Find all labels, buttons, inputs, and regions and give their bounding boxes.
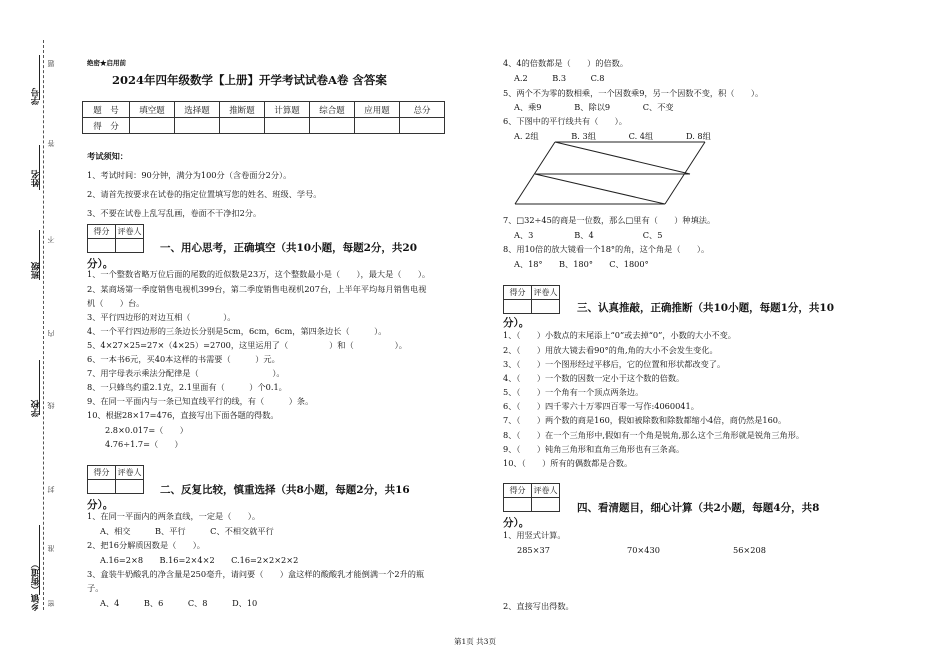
s3-line: 7、（ ）两个数的商是160，假如被除数和除数都缩小4倍，商仍然是160。 — [503, 415, 787, 425]
section3-title: 三、认真推敲，正确推断（共10小题，每题1分，共10 — [577, 302, 835, 314]
score-header-cell: 应用题 — [355, 102, 400, 118]
notice-item: 3、不要在试卷上乱写乱画，卷面不干净扣2分。 — [87, 208, 262, 218]
grader-label: 得分 — [504, 286, 532, 300]
grader-cell — [116, 239, 144, 253]
grader-cell — [88, 239, 116, 253]
confidential-mark: 绝密★启用前 — [87, 59, 126, 67]
label-class: 班级 — [31, 262, 41, 279]
score-header-cell: 题 号 — [83, 102, 130, 118]
cut-mark: 内 — [47, 330, 55, 337]
section1-title: 一、用心思考，正确填空（共10小题，每题2分，共20 — [160, 242, 418, 254]
s1-line: 3、平行四边形的对边互相（ ）。 — [87, 312, 236, 322]
figure-line — [515, 142, 555, 204]
s2-line: 1、在同一平面内的两条直线，一定是（ ）。 — [87, 511, 261, 521]
s4-question: 1、用竖式计算。 — [503, 530, 566, 540]
section2-title: 二、反复比较，慎重选择（共8小题，每题2分，共16 — [160, 484, 410, 496]
score-header-cell: 推断题 — [220, 102, 265, 118]
figure-line — [555, 142, 690, 174]
page-title: 2024年四年级数学【上册】开学考试试卷A卷 含答案 — [112, 73, 387, 87]
notice-item: 1、考试时间：90分钟，满分为100分（含卷面分2分）。 — [87, 170, 292, 180]
s2-line: A.16=2×8 B.16=2×4×2 C.16=2×2×2×2 — [100, 555, 299, 565]
s2-line: 5、两个不为零的数相乘，一个因数乘9，另一个因数不变，积（ ）。 — [503, 88, 764, 98]
s2-line: A、4 B、6 C、8 D、10 — [100, 598, 258, 608]
figure-line — [535, 174, 665, 204]
grader-box — [87, 465, 144, 494]
section3-title-cont: 分）。 — [503, 317, 530, 329]
s1-line: 6、一本书6元，买40本这样的书需要（ ）元。 — [87, 354, 280, 364]
cut-mark: 题 — [47, 60, 55, 67]
s2-line: 7、□32÷45的商是一位数，那么□里有（ ）种填法。 — [503, 215, 716, 225]
s1-line: 2、某商场第一季度销售电视机399台，第二季度销售电视机207台，上半年平均每月销售电视 — [87, 284, 427, 294]
calc-item: 285×37 — [517, 545, 550, 555]
calc-item: 56×208 — [733, 545, 766, 555]
grader-label: 评卷人 — [116, 225, 144, 239]
grader-label: 得分 — [88, 466, 116, 480]
s1-line: 2.8×0.017=（ ） — [105, 425, 188, 435]
s3-line: 10、（ ）所有的偶数都是合数。 — [503, 458, 633, 468]
notice-item: 2、请首先按要求在试卷的指定位置填写您的姓名、班级、学号。 — [87, 189, 322, 199]
score-cell — [175, 118, 220, 134]
s2-line: 8、用10倍的放大镜看一个18°的角，这个角是（ ）。 — [503, 244, 710, 254]
notice-title: 考试须知： — [87, 151, 128, 161]
cut-mark: 线 — [47, 402, 55, 409]
s3-line: 2、（ ）用放大镜去看90°的角,角的大小不会发生变化。 — [503, 345, 718, 355]
calc-item: 70×430 — [627, 545, 660, 555]
s2-line: A. 2组 B. 3组 C. 4组 D. 8组 — [514, 131, 711, 141]
s1-line: 4.76÷1.7=（ ） — [105, 439, 183, 449]
s4-question: 2、直接写出得数。 — [503, 601, 574, 611]
grader-cell — [532, 300, 560, 314]
score-row-label: 得 分 — [83, 118, 130, 134]
cut-mark: 准 — [47, 545, 55, 552]
s3-line: 3、（ ）一个图形经过平移后，它的位置和形状都改变了。 — [503, 359, 726, 369]
cut-mark: 答 — [47, 140, 55, 147]
cut-mark: 封 — [47, 486, 55, 493]
grader-box — [87, 224, 144, 253]
s1-line: 4、一个平行四边形的三条边长分别是5cm，6cm，6cm，第四条边长（ ）。 — [87, 326, 387, 336]
score-header-cell: 综合题 — [310, 102, 355, 118]
score-cell — [265, 118, 310, 134]
s2-line: A、18° B、180° C、1800° — [514, 259, 649, 269]
s2-line: 6、下图中的平行线共有（ ）。 — [503, 116, 627, 126]
binding-dashed-line — [43, 40, 44, 610]
section1-title-cont: 分）。 — [87, 258, 114, 270]
s3-line: 5、（ ）一个角有一个顶点两条边。 — [503, 387, 644, 397]
section4-title: 四、看清题目，细心计算（共2小题，每题4分，共8 — [577, 502, 820, 514]
s1-line: 5、4×27×25=27×（4×25）=2700，这里运用了（ ）和（ ）。 — [87, 340, 407, 350]
s1-line: 9、在同一平面内与一条已知直线平行的线，有（ ）条。 — [87, 396, 314, 406]
label-name: 姓名 — [31, 170, 41, 187]
s2-line: A.2 B.3 C.8 — [514, 73, 605, 83]
grader-box — [503, 483, 560, 512]
label-school: 学校 — [31, 400, 41, 417]
parallel-lines-figure — [505, 140, 715, 208]
s3-line: 1、（ ）小数点的末尾添上“0”或去掉“0”，小数的大小不变。 — [503, 330, 736, 340]
score-header-cell: 填空题 — [130, 102, 175, 118]
cut-mark: 密 — [47, 600, 55, 607]
score-header-cell: 总分 — [400, 102, 445, 118]
s2-line: 3、盒装牛奶酸乳的净含量是250毫升，请问要（ ）盒这样的酸酸乳才能倒满一个2升的瓶 — [87, 569, 425, 579]
score-header-cell: 选择题 — [175, 102, 220, 118]
score-cell — [355, 118, 400, 134]
s1-line: 7、用字母表示乘法分配律是（ ）。 — [87, 368, 285, 378]
s3-line: 6、（ ）四千零六十万零四百零一写作:4060041。 — [503, 401, 699, 411]
grader-cell — [504, 498, 532, 512]
score-cell — [310, 118, 355, 134]
grader-label: 评卷人 — [116, 466, 144, 480]
grader-label: 评卷人 — [532, 484, 560, 498]
score-table — [82, 101, 445, 134]
s1-line: 机（ ）台。 — [87, 298, 145, 308]
score-cell — [400, 118, 445, 134]
page-footer: 第1页 共3页 — [454, 637, 496, 646]
s2-line: 4、4的倍数都是（ ）的倍数。 — [503, 58, 629, 68]
section2-title-cont: 分）。 — [87, 499, 114, 511]
s3-line: 9、（ ）钝角三角形和直角三角形也有三条高。 — [503, 444, 685, 454]
s3-line: 8、（ ）在一个三角形中,假如有一个角是锐角,那么这个三角形就是锐角三角形。 — [503, 430, 805, 440]
s2-line: A、乘9 B、除以9 C、不变 — [514, 102, 674, 112]
label-township: 乡镇（街道） — [31, 560, 41, 611]
score-cell — [130, 118, 175, 134]
grader-cell — [116, 480, 144, 494]
grader-label: 得分 — [88, 225, 116, 239]
section4-title-cont: 分）。 — [503, 517, 530, 529]
cut-mark: 不 — [47, 236, 55, 243]
grader-box — [503, 285, 560, 314]
score-header-cell: 计算题 — [265, 102, 310, 118]
grader-label: 评卷人 — [532, 286, 560, 300]
s2-line: A、相交 B、平行 C、不相交就平行 — [100, 526, 274, 536]
label-student-id: 学号 — [31, 88, 41, 105]
s3-line: 4、（ ）一个数的因数一定小于这个数的倍数。 — [503, 373, 685, 383]
s2-line: 2、把16分解质因数是（ ）。 — [87, 540, 205, 550]
grader-cell — [88, 480, 116, 494]
s1-line: 10、根据28×17=476，直接写出下面各题的得数。 — [87, 410, 279, 420]
s2-line: 子。 — [87, 583, 104, 593]
score-cell — [220, 118, 265, 134]
grader-label: 得分 — [504, 484, 532, 498]
s2-line: A、3 B、4 C、5 — [514, 230, 663, 240]
s1-line: 8、一只蜂鸟约重2.1克，2.1里面有（ ）个0.1。 — [87, 382, 287, 392]
grader-cell — [532, 498, 560, 512]
grader-cell — [504, 300, 532, 314]
s1-line: 1、一个整数省略万位后面的尾数的近似数是23万，这个整数最小是（ ），最大是（ ）。 — [87, 269, 431, 279]
